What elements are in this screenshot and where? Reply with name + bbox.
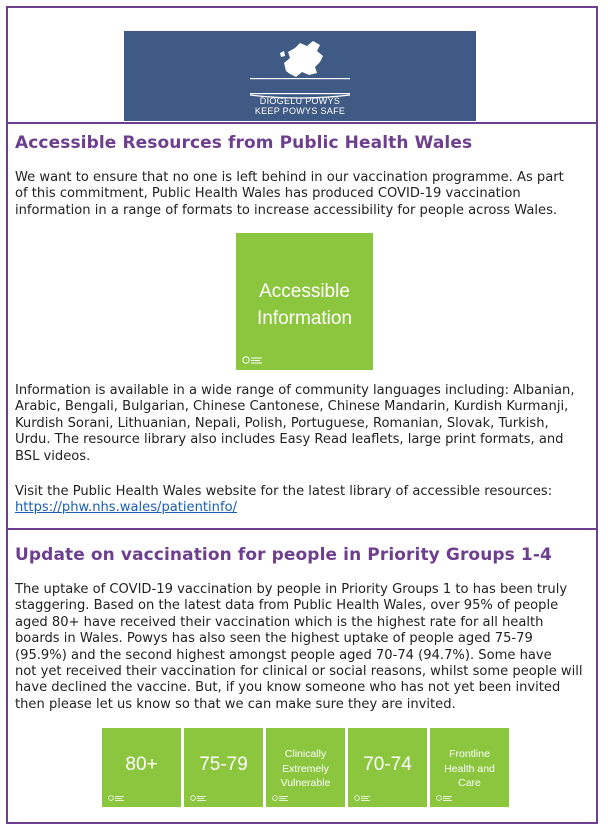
accessible-information-tile — [236, 233, 373, 370]
diogelu-powys-banner — [124, 31, 476, 121]
section-heading-priority-groups: Update on vaccination for people in Priority Groups 1-4 — [15, 545, 552, 565]
text-line: aged 80+ have received their vaccination which is the highest rate for all health — [15, 614, 544, 630]
tile-label-line: Health and — [444, 762, 495, 775]
priority-tile-75-79 — [184, 728, 263, 807]
text-line: Kurdish Sorani, Lithuanian, Nepali, Polish, Portuguese, Romanian, Slovak, Turkish, — [15, 415, 549, 431]
nhs-wales-logo-icon — [354, 794, 372, 802]
text-line: We want to ensure that no one is left behind in our vaccination programme. As part — [15, 170, 564, 185]
tile-label-line: Vulnerable — [280, 777, 331, 789]
section1-languages — [15, 383, 595, 465]
priority-tile-80-plus — [102, 728, 181, 807]
tile-label-line: Extremely — [282, 762, 329, 775]
priority-tile-frontline-health-care — [430, 728, 509, 807]
text-line: BSL videos. — [15, 448, 91, 464]
tile-text-line: Information — [256, 308, 353, 329]
visit-text: Visit the Public Health Wales website for the latest library of accessible resources: — [15, 484, 553, 499]
priority-tile-70-74 — [348, 728, 427, 807]
text-line: have declined the vaccine. But, if you know someone who has not yet been invited — [15, 680, 561, 696]
text-line: Urdu. The resource library also includes Easy Read leaflets, large print formats, and — [15, 432, 564, 448]
text-line: (95.9%) and the second highest amongst people aged 70-74 (94.7%). Some have — [15, 647, 552, 663]
nhs-wales-logo-icon — [190, 794, 208, 802]
nhs-wales-logo-icon — [108, 794, 126, 802]
text-line: of this commitment, Public Health Wales has produced COVID-19 vaccination — [15, 186, 521, 202]
nhs-wales-logo-icon — [242, 355, 264, 365]
phw-patientinfo-link[interactable]: https://phw.nhs.wales/patientinfo/ — [15, 500, 238, 516]
text-line: The uptake of COVID-19 vaccination by people in Priority Groups 1 to has been truly — [15, 582, 568, 597]
section-heading-accessible-resources: Accessible Resources from Public Health Wales — [15, 133, 473, 153]
nhs-wales-logo-icon — [272, 794, 290, 802]
tile-label: 80+ — [125, 754, 158, 775]
banner-title-english: KEEP POWYS SAFE — [254, 106, 346, 116]
section1-visit — [15, 484, 595, 517]
text-line: staggering. Based on the latest data from Public Health Wales, over 95% of people — [15, 598, 559, 614]
section2-body — [15, 582, 595, 713]
tile-text-line: Accessible — [259, 281, 350, 302]
text-line: Information is available in a wide range of community languages including: Albanian, — [15, 383, 575, 398]
priority-tile-clinically-extremely-vulnerable — [266, 728, 345, 807]
section-divider-top — [6, 122, 598, 124]
tile-label-line: Clinically — [284, 748, 327, 760]
tile-label: 70-74 — [363, 754, 412, 775]
tile-label-line: Care — [458, 777, 481, 789]
tile-label: 75-79 — [199, 754, 248, 775]
section1-intro — [15, 170, 595, 219]
text-line: boards in Wales. Powys has also seen the highest uptake of people aged 75-79 — [15, 631, 533, 647]
text-line: then please let us know so that we can make sure they are invited. — [15, 696, 456, 712]
nhs-wales-logo-icon — [436, 794, 454, 802]
text-line: not yet received their vaccination for clinical or social reasons, whilst some people will — [15, 664, 583, 680]
section-divider-middle — [6, 528, 598, 530]
text-line: Arabic, Bengali, Bulgarian, Chinese Cantonese, Chinese Mandarin, Kurdish Kurmanji, — [15, 399, 569, 415]
banner-title-welsh: DIOGELU POWYS — [259, 96, 341, 106]
text-line: information in a range of formats to increase accessibility for people across Wales. — [15, 202, 558, 218]
tile-label-line: Frontline — [449, 748, 490, 760]
